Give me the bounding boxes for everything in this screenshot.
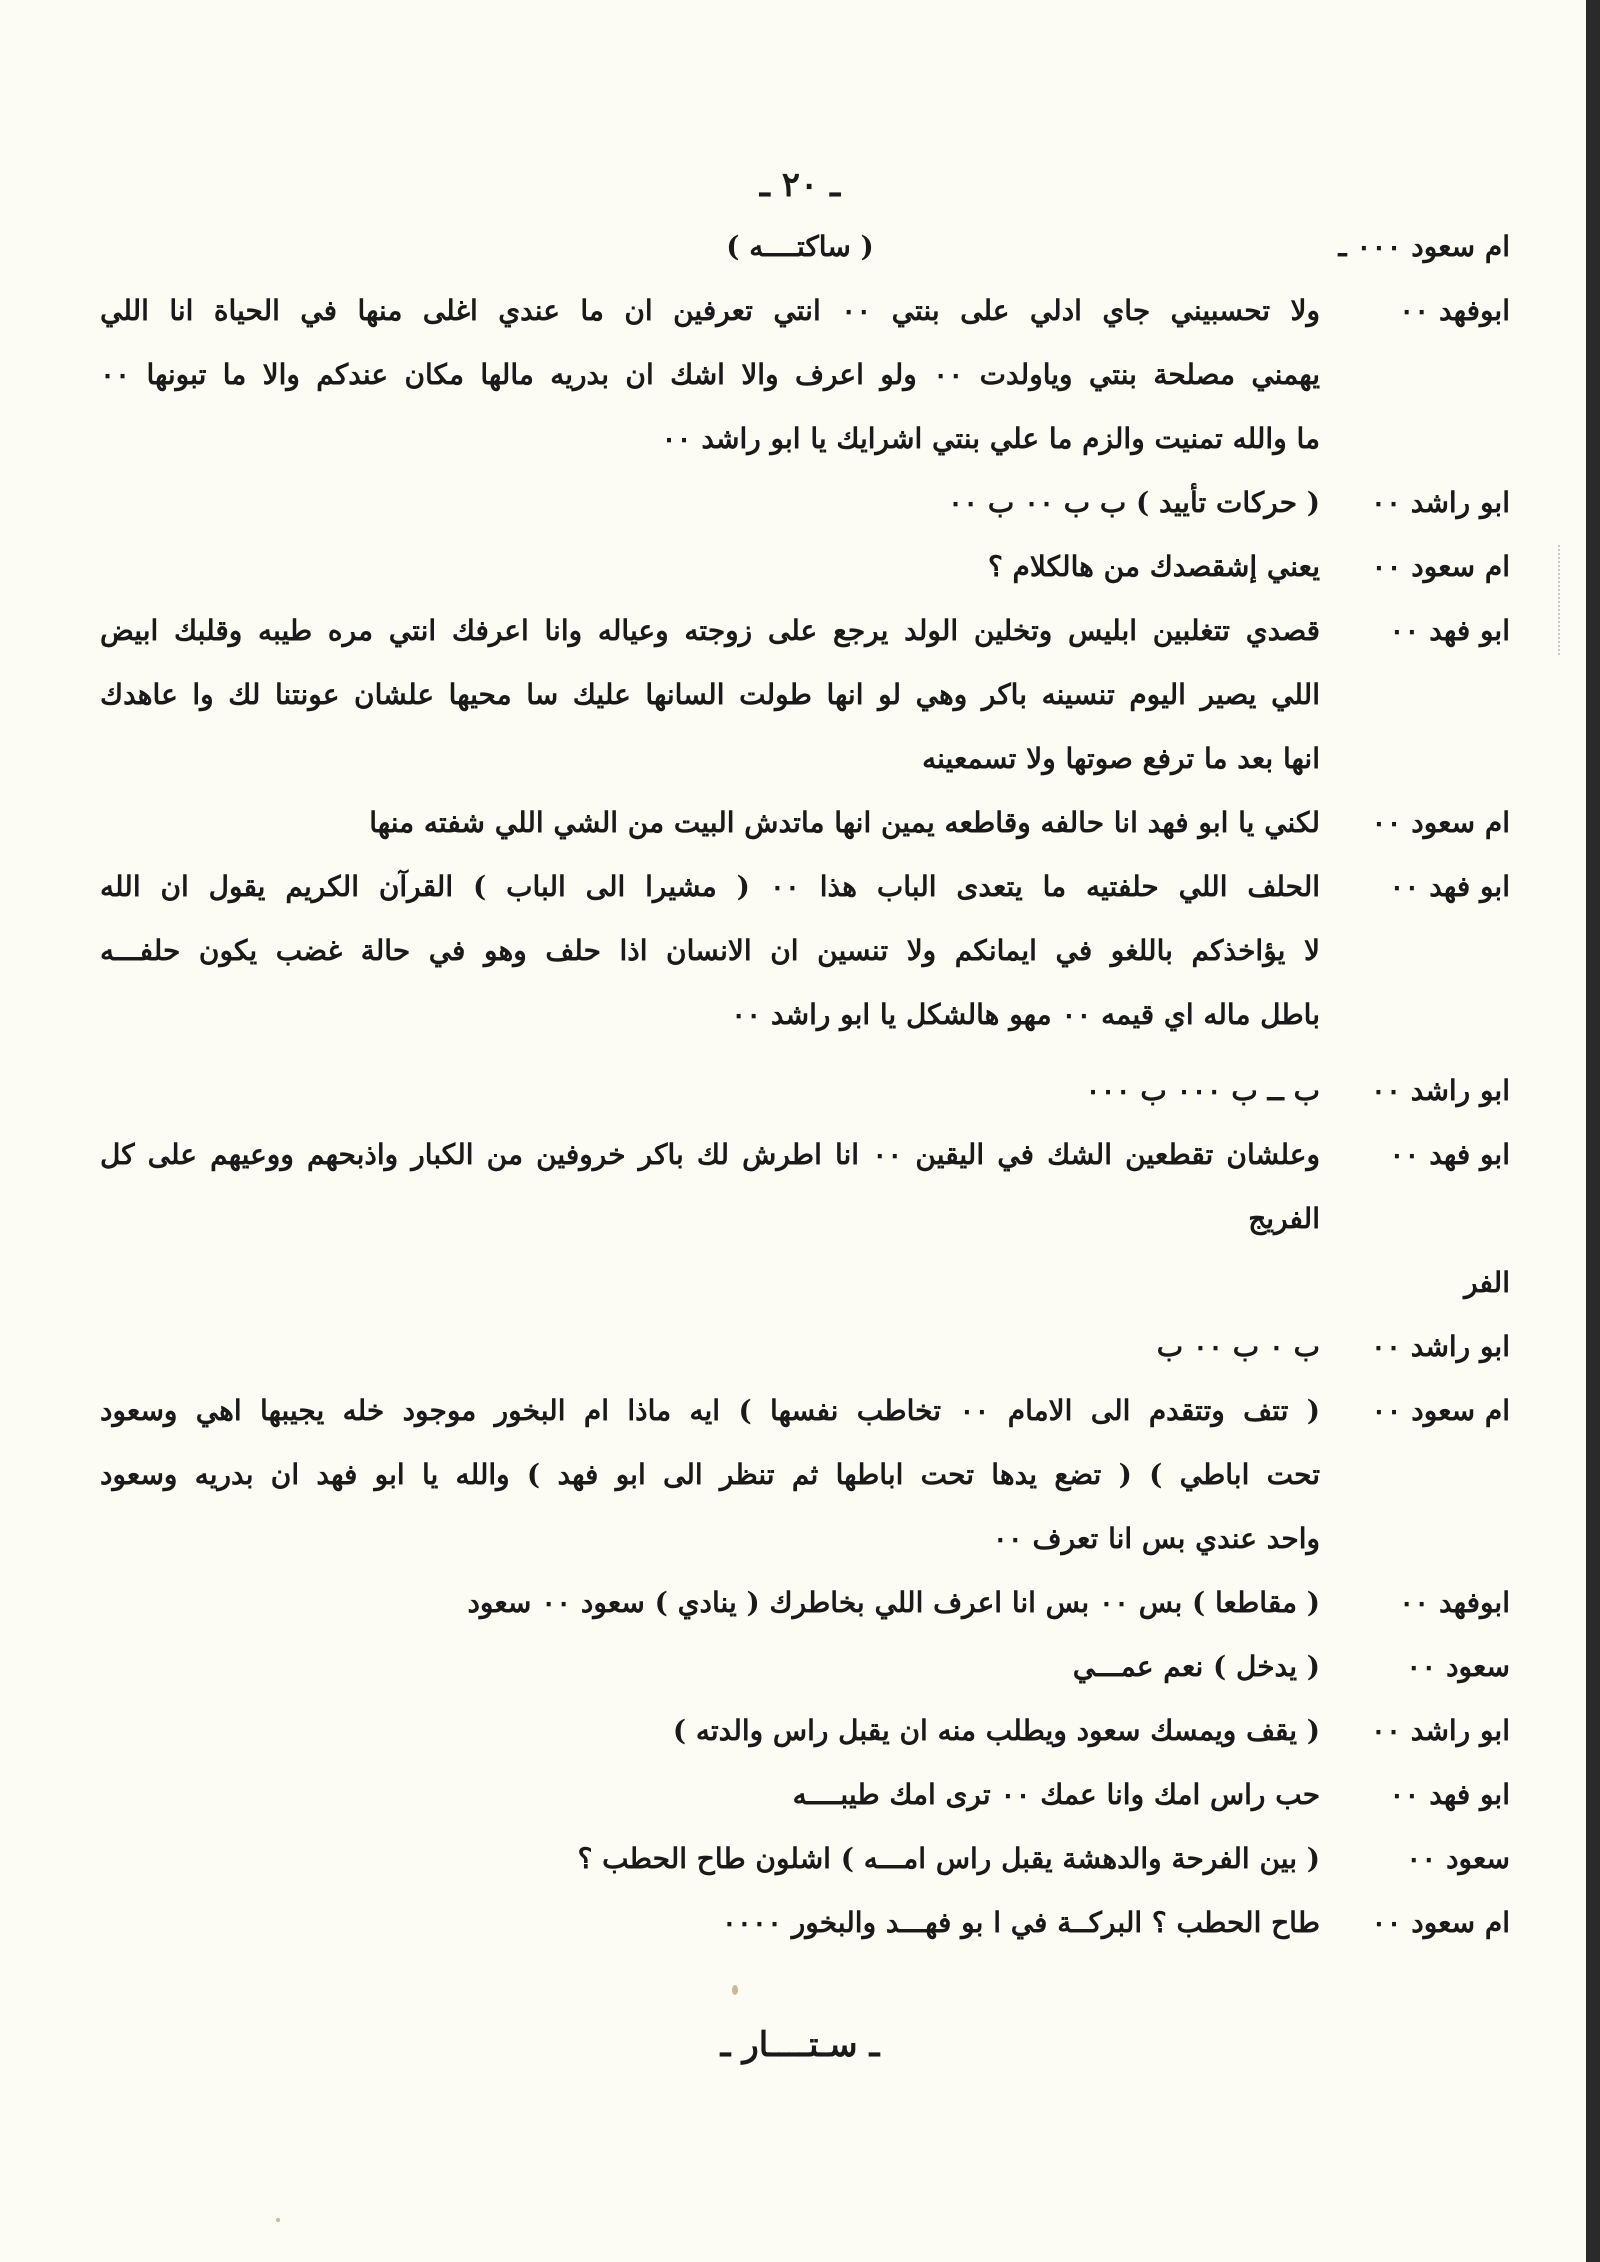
ink-speck	[276, 2218, 280, 2222]
dialogue-row	[100, 471, 1510, 535]
dialogue-row	[100, 1763, 1510, 1827]
dialogue-row	[100, 855, 1510, 1047]
dialogue-lines	[100, 279, 1320, 471]
dialogue-line: ( تتف وتتقدم الى الامام ٠٠ تخاطب نفسها ) ايه ماذا ام البخور موجود خله يجيبها اهي وسعود	[100, 1394, 1320, 1427]
speaker-name: ابو راشد ٠٠	[1370, 1330, 1510, 1363]
dialogue-row	[100, 599, 1510, 791]
dialogue-line: لكني يا ابو فهد انا حالفه وقاطعه يمين انها ماتدش البيت من الشي اللي شفته منها	[369, 806, 1320, 839]
ink-smudge	[732, 1985, 738, 1995]
dialogue-line: ( يدخل ) نعم عمـــي	[1072, 1650, 1320, 1683]
dialogue-lines	[100, 1763, 1320, 1827]
curtain-ending: ـ سـتــــار ـ	[720, 2025, 880, 2065]
dialogue-line: لا يؤاخذكم باللغو في ايمانكم ولا تنسين ان الانسان اذا حلف وهو في حالة غضب يكون حلفـــه	[100, 934, 1320, 967]
dialogue-row	[100, 1571, 1510, 1635]
speaker-name: ابو فهد ٠٠	[1389, 870, 1510, 903]
dialogue-lines	[100, 535, 1320, 599]
dialogue-line: طاح الحطب ؟ البركــة في ا بو فهـــد والبخور ٠٠٠٠	[721, 1906, 1320, 1939]
dialogue-line: وعلشان تقطعين الشك في اليقين ٠٠ انا اطرش لك باكر خروفين من الكبار واذبحهم ووعيهم على كل	[100, 1138, 1320, 1171]
dialogue-row	[100, 1059, 1510, 1123]
dialogue-line: يهمني مصلحة بنتي وياولدت ٠٠ ولو اعرف والا اشك ان بدريه مالها مكان عندكم والا ما تبونها ٠٠	[100, 358, 1320, 391]
dialogue-line: ب ٠ ب ٠٠ ب	[1156, 1330, 1320, 1363]
dialogue-lines	[100, 1059, 1320, 1123]
dialogue-line: يعني إشقصدك من هالكلام ؟	[987, 550, 1320, 583]
dialogue-row	[100, 1699, 1510, 1763]
speaker-name: ابو راشد ٠٠	[1370, 486, 1510, 519]
dialogue-line: ب ــ ب ٠٠٠ ب ٠٠٠	[1085, 1074, 1320, 1107]
speaker-name: ابوفهد ٠٠	[1399, 1586, 1510, 1619]
dialogue-row	[100, 1827, 1510, 1891]
dialogue-line: ولا تحسبيني جاي ادلي على بنتي ٠٠ انتي تعرفين ان ما عندي اغلى منها في الحياة انا اللي	[100, 294, 1320, 327]
speaker-name: ام سعود ٠٠٠ ـ	[1338, 230, 1510, 263]
speaker-name: ابو راشد ٠٠	[1370, 1074, 1510, 1107]
dialogue-lines	[100, 1315, 1320, 1379]
speaker-name: ابوفهد ٠٠	[1399, 294, 1510, 327]
script-dialogue	[100, 215, 1510, 1955]
dialogue-line: باطل ماله اي قيمه ٠٠ مهو هالشكل يا ابو راشد ٠٠	[731, 998, 1320, 1031]
dialogue-line: الحلف اللي حلفتيه ما يتعدى الباب هذا ٠٠ ( مشيرا الى الباب ) القرآن الكريم يقول ان الله	[100, 870, 1320, 903]
dialogue-continuation	[100, 1251, 1510, 1315]
dialogue-line: ( ساكتــــه )	[726, 230, 874, 263]
dialogue-row	[100, 791, 1510, 855]
dialogue-lines	[100, 215, 1320, 279]
speaker-name: ام سعود ٠٠	[1371, 1906, 1510, 1939]
dialogue-lines	[100, 1379, 1320, 1571]
dialogue-lines	[100, 1827, 1320, 1891]
dialogue-row	[100, 1379, 1510, 1571]
dialogue-row	[100, 535, 1510, 599]
dialogue-row	[100, 1635, 1510, 1699]
speaker-name: ابو فهد ٠٠	[1389, 614, 1510, 647]
dialogue-row	[100, 279, 1510, 471]
bleed-through-mark	[1538, 545, 1560, 655]
dialogue-lines	[100, 1123, 1320, 1251]
dialogue-line: قصدي تتغلبين ابليس وتخلين الولد يرجع على زوجته وعياله وانا اعرفك انتي مره طيبه وقلبك ابيض	[100, 614, 1320, 647]
dialogue-row	[100, 215, 1510, 279]
dialogue-lines	[100, 1891, 1320, 1955]
dialogue-line: انها بعد ما ترفع صوتها ولا تسمعينه	[922, 742, 1320, 775]
speaker-name: ابو فهد ٠٠	[1389, 1138, 1510, 1171]
speaker-name: ام سعود ٠٠	[1371, 806, 1510, 839]
dialogue-row	[100, 1315, 1510, 1379]
dialogue-row	[100, 1891, 1510, 1955]
dialogue-line: ( حركات تأييد ) ب ب ٠٠ ب ٠٠	[948, 486, 1320, 519]
dialogue-line: ( يقف ويمسك سعود ويطلب منه ان يقبل راس والدته )	[672, 1714, 1320, 1747]
dialogue-lines	[100, 791, 1320, 855]
dialogue-lines	[100, 471, 1320, 535]
scan-edge	[1586, 0, 1600, 2262]
dialogue-line: ( مقاطعا ) بس ٠٠ بس انا اعرف اللي بخاطرك ( ينادي ) سعود ٠٠ سعود	[467, 1586, 1320, 1619]
speaker-name: ام سعود ٠٠	[1371, 550, 1510, 583]
dialogue-lines	[100, 1635, 1320, 1699]
speaker-name: سعود ٠٠	[1406, 1842, 1510, 1875]
dialogue-lines	[100, 1571, 1320, 1635]
dialogue-line: تحت اباطي ) ( تضع يدها تحت اباطها ثم تنظر الى ابو فهد ) والله يا ابو فهد ان بدريه وسعود	[100, 1458, 1320, 1491]
dialogue-row	[100, 1123, 1510, 1251]
dialogue-lines	[100, 599, 1320, 791]
speaker-continuation: الفر	[1464, 1266, 1510, 1299]
page-number: ـ ٢٠ ـ	[759, 165, 841, 205]
dialogue-lines	[100, 855, 1320, 1047]
dialogue-line: حب راس امك وانا عمك ٠٠ ترى امك طيبــــه	[792, 1778, 1320, 1811]
speaker-name: سعود ٠٠	[1406, 1650, 1510, 1683]
speaker-name: ابو فهد ٠٠	[1389, 1778, 1510, 1811]
dialogue-lines	[100, 1699, 1320, 1763]
dialogue-line: ( بين الفرحة والدهشة يقبل راس امـــه ) اشلون طاح الحطب ؟	[577, 1842, 1320, 1875]
speaker-name: ام سعود ٠٠	[1371, 1394, 1510, 1427]
dialogue-line: الفريج	[1248, 1202, 1320, 1235]
dialogue-line: واحد عندي بس انا تعرف ٠٠	[992, 1522, 1320, 1555]
dialogue-line: ما والله تمنيت والزم ما علي بنتي اشرايك يا ابو راشد ٠٠	[661, 422, 1320, 455]
dialogue-line: اللي يصير اليوم تنسينه باكر وهي لو انها طولت السانها عليك سا محيها علشان عونتنا لك وا عاهدك	[100, 678, 1320, 711]
speaker-name: ابو راشد ٠٠	[1370, 1714, 1510, 1747]
